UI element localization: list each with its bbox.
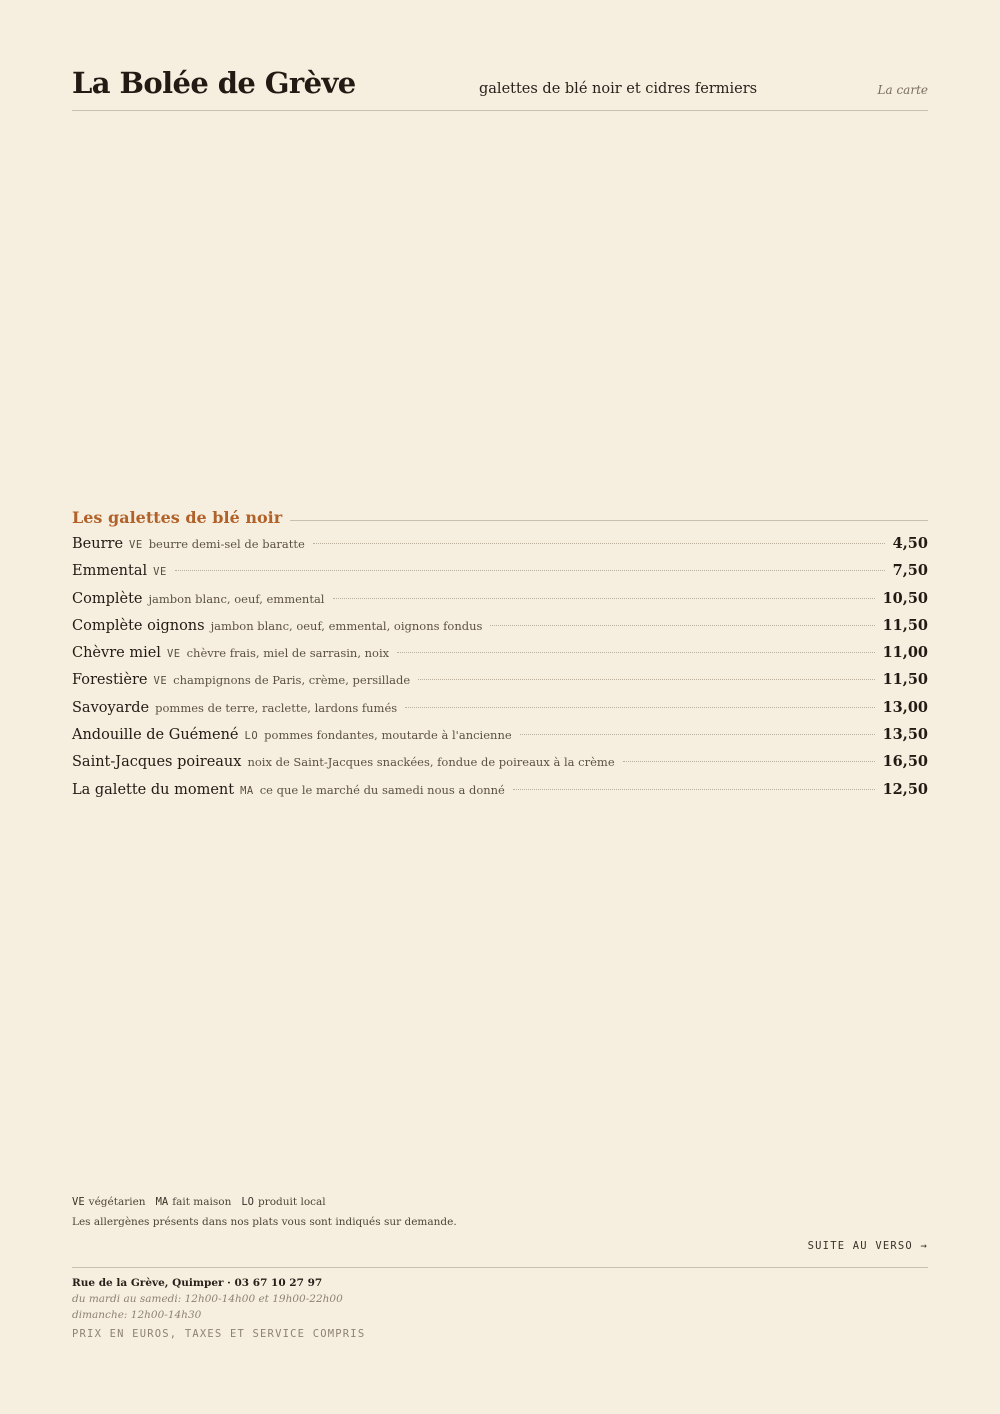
item-name: Savoyarde	[72, 699, 150, 716]
price-note: PRIX EN EUROS, TAXES ET SERVICE COMPRIS	[72, 1328, 366, 1340]
item-name: Saint-Jacques poireaux	[72, 754, 242, 771]
menu-item	[72, 617, 928, 644]
item-price: 16,50	[882, 753, 928, 771]
item-name: Emmental	[72, 563, 148, 580]
dotted-leader	[513, 789, 875, 790]
dotted-leader	[520, 734, 875, 735]
menu-list	[72, 535, 928, 808]
item-name: Complète	[72, 590, 143, 607]
dotted-leader	[397, 652, 874, 653]
dotted-leader	[175, 570, 885, 571]
item-name: Andouille de Guémené	[72, 727, 239, 744]
item-name: La galette du moment	[72, 781, 235, 798]
item-price: 11,00	[882, 644, 928, 662]
legend-label: fait maison	[172, 1196, 232, 1208]
item-badge: VE	[166, 648, 181, 661]
footer-address: Rue de la Grève, Quimper · 03 67 10 27 97	[72, 1277, 323, 1289]
dotted-leader	[333, 598, 875, 599]
legend-entry	[156, 1196, 232, 1208]
item-description: pommes de terre, raclette, lardons fumés	[155, 700, 398, 715]
menu-item	[72, 562, 928, 589]
menu-item	[72, 753, 928, 780]
footer-divider	[72, 1267, 928, 1268]
item-name: Beurre	[72, 536, 124, 552]
dotted-leader	[405, 707, 874, 708]
dotted-leader	[418, 679, 874, 680]
item-badge: VE	[129, 539, 143, 551]
legend-label: végétarien	[88, 1196, 146, 1208]
legend-code: MA	[155, 1196, 169, 1208]
item-description: pommes fondantes, moutarde à l'ancienne	[264, 728, 512, 743]
menu-item	[72, 535, 928, 562]
badge-legend	[72, 1196, 336, 1208]
hours-weekday: du mardi au samedi: 12h00-14h00 et 19h00-22h00	[72, 1293, 343, 1305]
item-badge: VE	[153, 675, 168, 688]
legend-entry	[241, 1196, 325, 1208]
page-header	[72, 66, 928, 111]
item-description: champignons de Paris, crème, persillade	[173, 673, 411, 688]
section-heading	[72, 506, 928, 528]
item-price: 11,50	[882, 616, 928, 634]
menu-item	[72, 726, 928, 753]
item-price: 7,50	[892, 562, 928, 580]
section-title: Les galettes de blé noir	[72, 507, 283, 527]
restaurant-tagline: galettes de blé noir et cidres fermiers	[479, 81, 758, 97]
allergen-note: Les allergènes présents dans nos plats vous sont indiqués sur demande.	[72, 1216, 457, 1228]
item-name: Complète oignons	[72, 617, 205, 634]
item-badge: LO	[244, 730, 259, 743]
item-name: Chèvre miel	[72, 645, 161, 662]
item-badge: VE	[153, 566, 167, 579]
item-description: beurre demi-sel de baratte	[148, 537, 305, 551]
menu-item	[72, 590, 928, 617]
page-label: La carte	[877, 83, 928, 97]
section-divider	[290, 520, 928, 521]
dotted-leader	[623, 761, 875, 762]
item-description: jambon blanc, oeuf, emmental, oignons fondus	[210, 618, 483, 633]
item-price: 11,50	[882, 671, 928, 689]
item-name: Forestière	[72, 672, 148, 689]
item-description: noix de Saint-Jacques snackées, fondue de poireaux à la crème	[247, 755, 615, 770]
dotted-leader	[490, 625, 874, 626]
item-price: 10,50	[882, 589, 928, 607]
menu-item	[72, 699, 928, 726]
legend-code: VE	[72, 1196, 85, 1208]
item-price: 12,50	[882, 780, 928, 798]
hours-sunday: dimanche: 12h00-14h30	[72, 1309, 202, 1321]
legend-code: LO	[241, 1196, 254, 1208]
legend-entry	[72, 1196, 146, 1208]
dotted-leader	[313, 543, 885, 544]
menu-item	[72, 644, 928, 671]
legend-label: produit local	[258, 1196, 326, 1208]
item-price: 13,00	[882, 698, 928, 716]
item-description: jambon blanc, oeuf, emmental	[148, 591, 325, 606]
next-page-link[interactable]: SUITE AU VERSO →	[807, 1240, 928, 1252]
menu-item	[72, 781, 928, 808]
item-badge: MA	[240, 784, 254, 797]
item-description: ce que le marché du samedi nous a donné	[259, 782, 505, 797]
item-price: 4,50	[892, 535, 928, 552]
item-description: chèvre frais, miel de sarrasin, noix	[186, 646, 390, 661]
restaurant-name: La Bolée de Grève	[72, 66, 356, 100]
menu-item	[72, 671, 928, 698]
item-price: 13,50	[882, 726, 928, 744]
